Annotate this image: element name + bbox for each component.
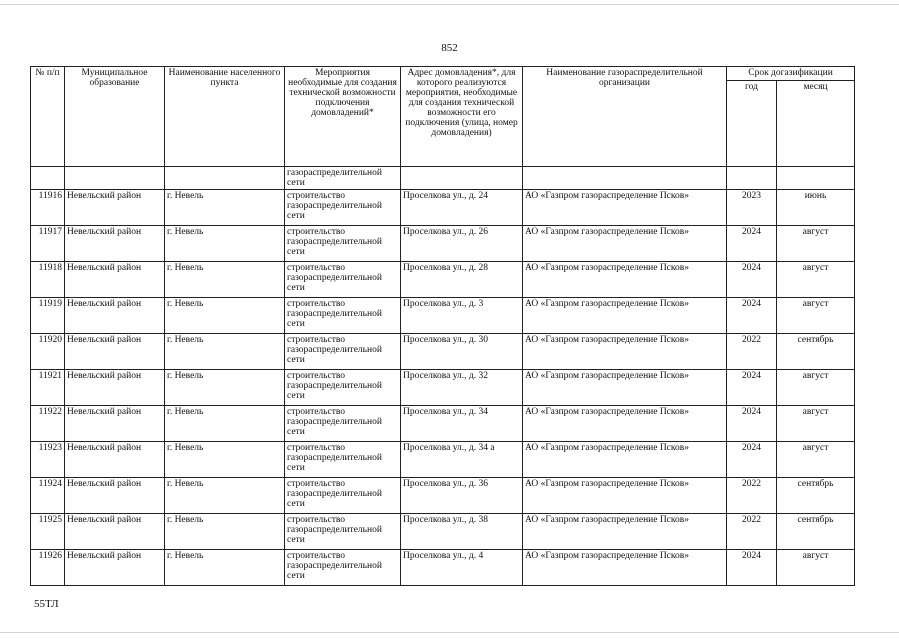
table-row [31, 550, 855, 586]
cell-organization: АО «Газпром газораспределение Псков» [523, 298, 727, 334]
table-row [31, 514, 855, 550]
cell-year: 2024 [727, 262, 777, 298]
cell-settlement: г. Невель [165, 190, 285, 226]
cell-month: сентябрь [777, 334, 855, 370]
cell-num: 11917 [31, 226, 65, 262]
cell-num: 11925 [31, 514, 65, 550]
cell-organization: АО «Газпром газораспределение Псков» [523, 406, 727, 442]
cell-month: август [777, 442, 855, 478]
cell-organization: АО «Газпром газораспределение Псков» [523, 190, 727, 226]
table-row [31, 226, 855, 262]
table-body [31, 167, 855, 586]
cell-municipality: Невельский район [65, 334, 165, 370]
cell-organization: АО «Газпром газораспределение Псков» [523, 478, 727, 514]
cell-year: 2024 [727, 370, 777, 406]
header-num: № п/п [31, 67, 65, 167]
cell-municipality: Невельский район [65, 298, 165, 334]
cell-organization: АО «Газпром газораспределение Псков» [523, 226, 727, 262]
cell-address: Проселкова ул., д. 26 [401, 226, 523, 262]
cell-measure: строительство газораспределительной сети [285, 442, 401, 478]
cell-settlement: г. Невель [165, 370, 285, 406]
table-row [31, 370, 855, 406]
cell-year: 2024 [727, 442, 777, 478]
cell-measure: строительство газораспределительной сети [285, 262, 401, 298]
cell-measure: строительство газораспределительной сети [285, 370, 401, 406]
cell-month: сентябрь [777, 514, 855, 550]
cell-municipality: Невельский район [65, 226, 165, 262]
cell-num: 11926 [31, 550, 65, 586]
cell-measure: строительство газораспределительной сети [285, 514, 401, 550]
cell-organization: АО «Газпром газораспределение Псков» [523, 262, 727, 298]
cell-measure: строительство газораспределительной сети [285, 406, 401, 442]
header-deadline: Срок догазификации [727, 67, 855, 81]
cell-year: 2024 [727, 298, 777, 334]
cell-address: Проселкова ул., д. 3 [401, 298, 523, 334]
cell-organization: АО «Газпром газораспределение Псков» [523, 550, 727, 586]
cell-month: август [777, 262, 855, 298]
continuation-measure: газораспределительной сети [285, 167, 401, 190]
cell-year: 2024 [727, 550, 777, 586]
cell-address: Проселкова ул., д. 4 [401, 550, 523, 586]
cell-num: 11921 [31, 370, 65, 406]
cell-measure: строительство газораспределительной сети [285, 190, 401, 226]
cell-settlement: г. Невель [165, 550, 285, 586]
cell-month: август [777, 226, 855, 262]
cell-municipality: Невельский район [65, 478, 165, 514]
continuation-row [31, 167, 855, 190]
cell-num: 11918 [31, 262, 65, 298]
cell-num: 11924 [31, 478, 65, 514]
cell-num: 11919 [31, 298, 65, 334]
cell-municipality: Невельский район [65, 262, 165, 298]
cell-month: август [777, 550, 855, 586]
cell-municipality: Невельский район [65, 442, 165, 478]
table-row [31, 262, 855, 298]
cell-settlement: г. Невель [165, 442, 285, 478]
header-month: месяц [777, 81, 855, 167]
cell-municipality: Невельский район [65, 370, 165, 406]
cell-municipality: Невельский район [65, 514, 165, 550]
cell-municipality: Невельский район [65, 550, 165, 586]
cell-measure: строительство газораспределительной сети [285, 334, 401, 370]
cell-address: Проселкова ул., д. 38 [401, 514, 523, 550]
header-address: Адрес домовладения*, для которого реализуются мероприятия, необходимые для создания технической возможности его подключения (улица, номер домовладения) [401, 67, 523, 167]
cell-num: 11920 [31, 334, 65, 370]
footer-code: 55ТЛ [34, 598, 59, 610]
cell-address: Проселкова ул., д. 32 [401, 370, 523, 406]
cell-organization: АО «Газпром газораспределение Псков» [523, 442, 727, 478]
scan-artifact-top [0, 4, 899, 5]
cell-month: сентябрь [777, 478, 855, 514]
cell-measure: строительство газораспределительной сети [285, 478, 401, 514]
cell-measure: строительство газораспределительной сети [285, 550, 401, 586]
cell-num: 11923 [31, 442, 65, 478]
cell-year: 2022 [727, 514, 777, 550]
cell-address: Проселкова ул., д. 34 [401, 406, 523, 442]
cell-settlement: г. Невель [165, 262, 285, 298]
cell-municipality: Невельский район [65, 406, 165, 442]
cell-settlement: г. Невель [165, 226, 285, 262]
cell-month: июнь [777, 190, 855, 226]
cell-month: август [777, 298, 855, 334]
cell-address: Проселкова ул., д. 28 [401, 262, 523, 298]
header-measures: Мероприятия необходимые для создания технической возможности подключения домовладений* [285, 67, 401, 167]
cell-address: Проселкова ул., д. 34 а [401, 442, 523, 478]
table-row [31, 478, 855, 514]
cell-year: 2023 [727, 190, 777, 226]
header-municipality: Муниципальное образование [65, 67, 165, 167]
cell-settlement: г. Невель [165, 334, 285, 370]
cell-address: Проселкова ул., д. 30 [401, 334, 523, 370]
cell-num: 11916 [31, 190, 65, 226]
table-row [31, 190, 855, 226]
cell-settlement: г. Невель [165, 514, 285, 550]
cell-organization: АО «Газпром газораспределение Псков» [523, 334, 727, 370]
cell-year: 2024 [727, 406, 777, 442]
table-row [31, 298, 855, 334]
cell-settlement: г. Невель [165, 478, 285, 514]
page-number: 852 [441, 42, 458, 54]
header-settlement: Наименование населенного пункта [165, 67, 285, 167]
cell-num: 11922 [31, 406, 65, 442]
table-row [31, 334, 855, 370]
scan-artifact-bottom [0, 632, 899, 633]
cell-month: август [777, 370, 855, 406]
gasification-table [30, 66, 855, 586]
cell-address: Проселкова ул., д. 36 [401, 478, 523, 514]
header-organization: Наименование газораспределительной организации [523, 67, 727, 167]
header-year: год [727, 81, 777, 167]
cell-organization: АО «Газпром газораспределение Псков» [523, 514, 727, 550]
cell-settlement: г. Невель [165, 298, 285, 334]
cell-municipality: Невельский район [65, 190, 165, 226]
cell-year: 2022 [727, 334, 777, 370]
table-row [31, 442, 855, 478]
cell-measure: строительство газораспределительной сети [285, 298, 401, 334]
cell-address: Проселкова ул., д. 24 [401, 190, 523, 226]
cell-year: 2022 [727, 478, 777, 514]
cell-settlement: г. Невель [165, 406, 285, 442]
cell-organization: АО «Газпром газораспределение Псков» [523, 370, 727, 406]
table-row [31, 406, 855, 442]
cell-year: 2024 [727, 226, 777, 262]
cell-measure: строительство газораспределительной сети [285, 226, 401, 262]
cell-month: август [777, 406, 855, 442]
